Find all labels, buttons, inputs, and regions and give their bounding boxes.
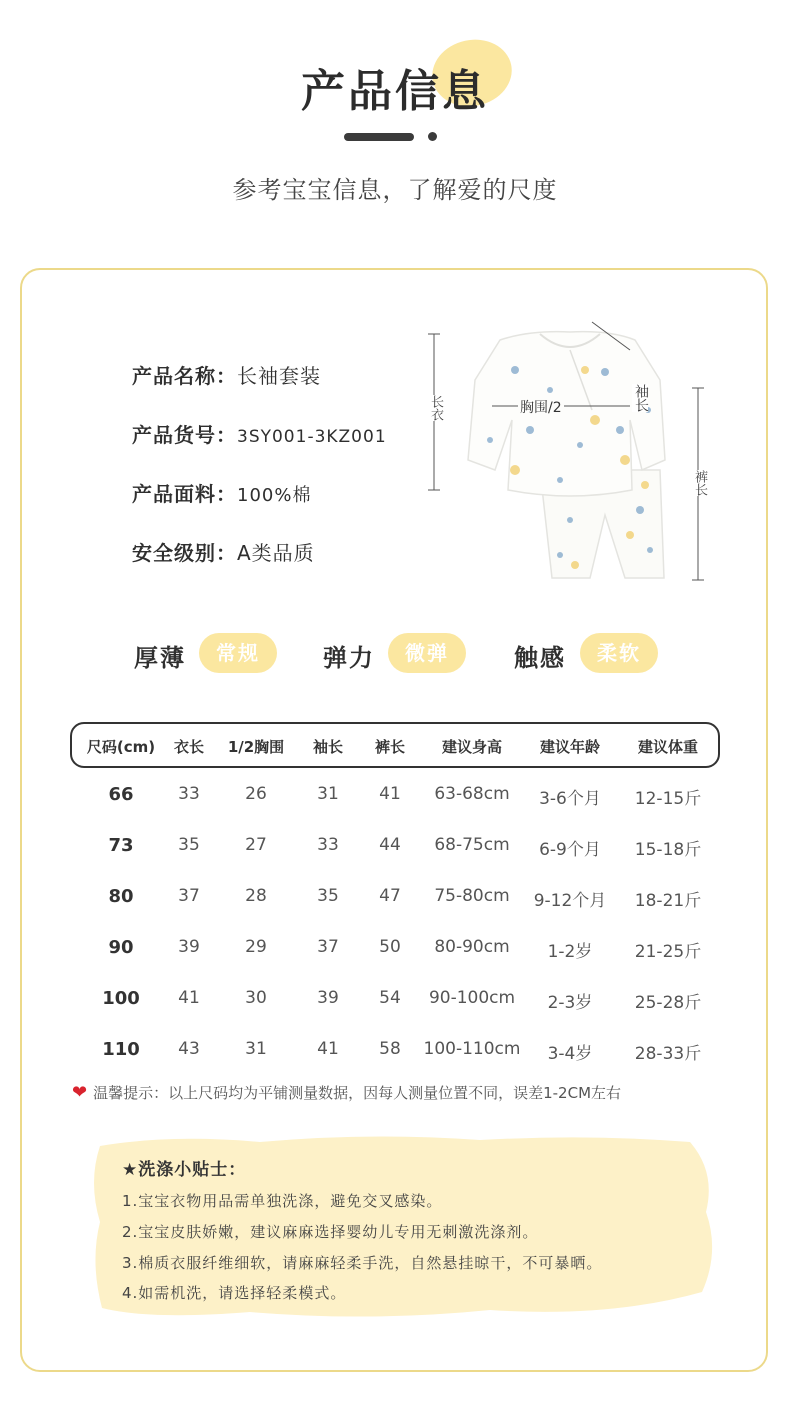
- title-underline-dot: [428, 132, 437, 141]
- table-cell: 35: [178, 835, 200, 855]
- table-header-cell: 袖长: [312, 738, 343, 756]
- table-cell: 41: [178, 988, 200, 1008]
- table-cell: 26: [245, 784, 267, 804]
- table-cell: 6-9个月: [539, 840, 601, 860]
- table-cell: 25-28斤: [634, 993, 702, 1013]
- table-cell: 33: [178, 784, 200, 804]
- table-cell: 37: [178, 886, 200, 906]
- page-title: 产品信息: [301, 66, 489, 117]
- info-key: 安全级别：: [132, 541, 237, 565]
- attr-touch-value: 柔软: [580, 633, 658, 673]
- table-cell: 63-68cm: [434, 784, 510, 804]
- table-size-cell: 90: [108, 937, 134, 958]
- table-cell: 29: [245, 937, 267, 957]
- table-size-cell: 73: [108, 835, 134, 856]
- table-cell: 15-18斤: [634, 840, 702, 860]
- table-header-cell: 尺码(cm): [86, 738, 156, 756]
- table-cell: 18-21斤: [634, 891, 702, 911]
- table-header-cell: 建议身高: [441, 738, 502, 756]
- table-size-cell: 80: [108, 886, 134, 907]
- info-value: 100%棉: [237, 485, 312, 506]
- table-header-cell: 裤长: [374, 738, 405, 756]
- attr-elasticity-value: 微弹: [388, 633, 466, 673]
- info-row-sku: [132, 419, 387, 448]
- table-cell: 35: [317, 886, 339, 906]
- size-note: [72, 1082, 621, 1103]
- attr-thickness-value: 常规: [199, 633, 277, 673]
- table-header-cell: 建议体重: [637, 738, 698, 756]
- table-cell: 44: [379, 835, 401, 855]
- table-cell: 33: [317, 835, 339, 855]
- table-cell: 41: [317, 1039, 339, 1059]
- wash-tip-item: 2.宝宝皮肤娇嫩，建议麻麻选择婴幼儿专用无刺激洗涤剂。: [122, 1223, 539, 1241]
- info-value: 3SY001-3KZ001: [237, 427, 387, 447]
- heart-icon: ❤: [72, 1082, 88, 1103]
- info-row-name: [132, 360, 321, 389]
- diagram-sleeve-label: 袖长: [633, 384, 649, 412]
- table-size-cell: 100: [102, 988, 140, 1009]
- table-cell: 75-80cm: [434, 886, 510, 906]
- table-cell: 80-90cm: [434, 937, 510, 957]
- table-cell: 100-110cm: [423, 1039, 521, 1059]
- wash-tip-item: 3.棉质衣服纤维细软，请麻麻轻柔手洗，自然悬挂晾干，不可暴晒。: [122, 1254, 603, 1272]
- info-row-fabric: [132, 478, 311, 507]
- table-cell: 58: [379, 1039, 401, 1059]
- title-underline-bar: [344, 133, 414, 141]
- table-cell: 3-4岁: [547, 1044, 593, 1064]
- table-cell: 21-25斤: [634, 942, 702, 962]
- info-key: 产品货号：: [132, 423, 237, 447]
- page-subtitle: 参考宝宝信息，了解爱的尺度: [232, 176, 558, 204]
- table-cell: 12-15斤: [634, 789, 702, 809]
- table-cell: 28-33斤: [634, 1044, 702, 1064]
- table-cell: 9-12个月: [533, 891, 607, 911]
- table-header-cell: 1/2胸围: [227, 738, 285, 756]
- info-key: 产品面料：: [132, 482, 237, 506]
- table-header-cell: 衣长: [173, 738, 204, 756]
- table-cell: 39: [317, 988, 339, 1008]
- table-cell: 54: [379, 988, 401, 1008]
- table-cell: 41: [379, 784, 401, 804]
- table-header-cell: 建议年龄: [539, 738, 600, 756]
- table-cell: 90-100cm: [428, 988, 516, 1008]
- table-cell: 68-75cm: [434, 835, 510, 855]
- diagram-pants-label: 裤长: [692, 470, 707, 496]
- info-value: A类品质: [237, 541, 315, 565]
- table-cell: 1-2岁: [547, 942, 593, 962]
- wash-tip-item: 1.宝宝衣物用品需单独洗涤，避免交叉感染。: [122, 1192, 443, 1210]
- wash-tip-item: 4.如需机洗，请选择轻柔模式。: [122, 1284, 347, 1302]
- info-row-safety: [132, 537, 315, 566]
- table-cell: 3-6个月: [539, 789, 601, 809]
- wash-tips-title: ★洗涤小贴士：: [122, 1160, 247, 1180]
- table-cell: 31: [317, 784, 339, 804]
- info-key: 产品名称：: [132, 364, 237, 388]
- attr-touch-label: 触感: [514, 644, 566, 672]
- table-cell: 27: [245, 835, 267, 855]
- table-cell: 30: [245, 988, 267, 1008]
- table-cell: 2-3岁: [547, 993, 593, 1013]
- table-cell: 47: [379, 886, 401, 906]
- diagram-chest-label: 胸围/2: [518, 397, 564, 417]
- table-size-cell: 66: [108, 784, 134, 805]
- table-cell: 28: [245, 886, 267, 906]
- info-value: 长袖套装: [237, 364, 321, 388]
- table-size-cell: 110: [102, 1039, 140, 1060]
- table-cell: 50: [379, 937, 401, 957]
- table-cell: 43: [178, 1039, 200, 1059]
- table-cell: 37: [317, 937, 339, 957]
- table-cell: 39: [178, 937, 200, 957]
- size-note-text: 温馨提示：以上尺码均为平铺测量数据，因每人测量位置不同，误差1-2CM左右: [93, 1084, 622, 1102]
- attr-elasticity-label: 弹力: [323, 644, 375, 672]
- product-image: [420, 310, 720, 590]
- attr-thickness-label: 厚薄: [134, 644, 186, 672]
- table-cell: 31: [245, 1039, 267, 1059]
- diagram-length-label: 长衣: [428, 395, 443, 421]
